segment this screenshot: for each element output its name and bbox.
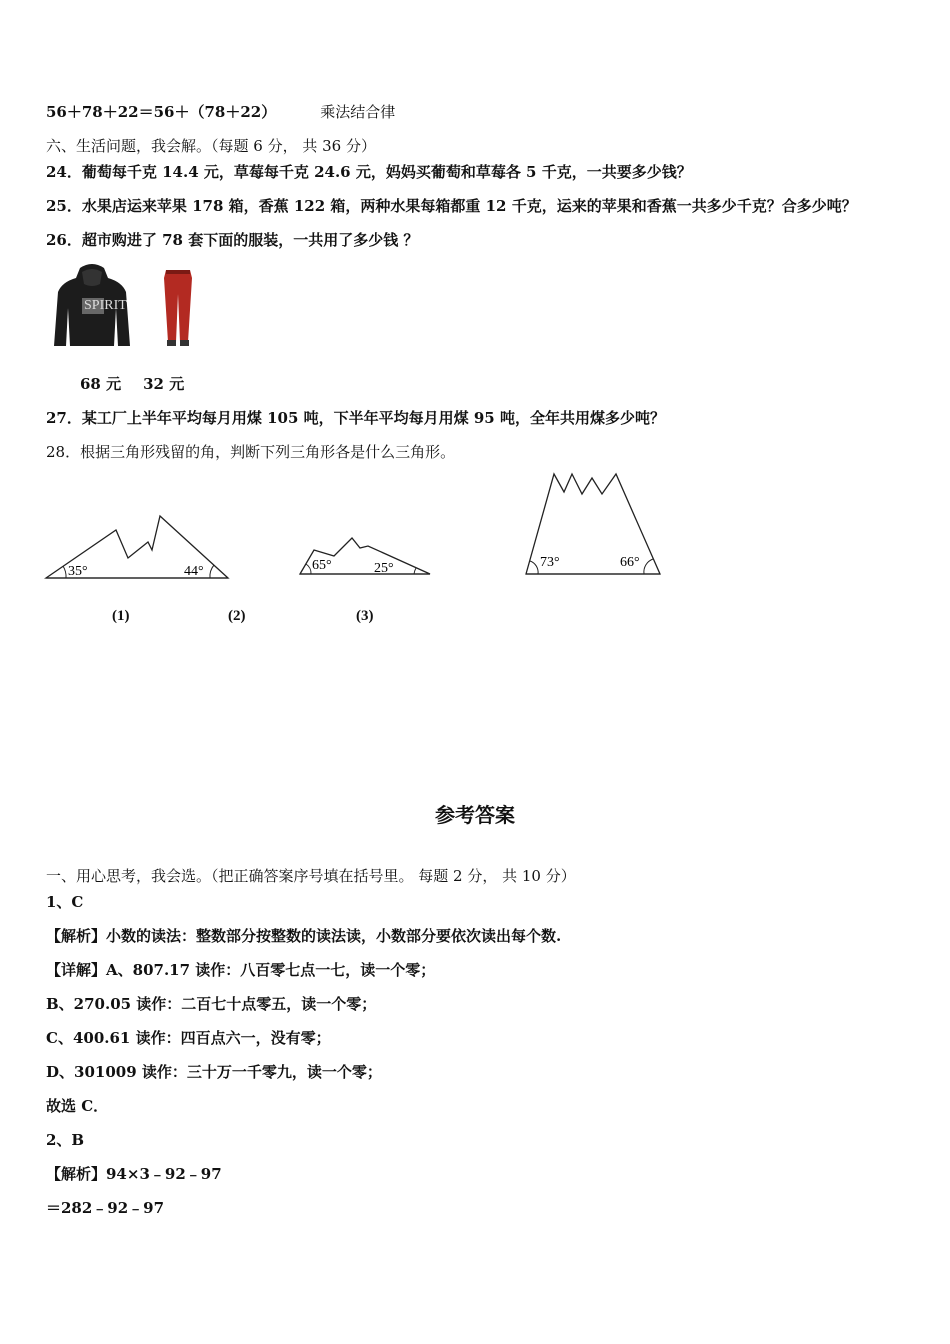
triangle-1-left-angle: 35° xyxy=(68,564,88,579)
answers-section-1-heading: 一、用心思考，我会选。（把正确答案序号填在括号里。 每题 2 分， 共 10 分） xyxy=(46,867,576,885)
answers-title: 参考答案 xyxy=(435,803,515,827)
hoodie-image xyxy=(52,262,132,350)
svg-text:SPIRIT: SPIRIT xyxy=(84,298,127,313)
answer-1: 1、C xyxy=(46,893,84,911)
figure-label-1: (1) xyxy=(112,608,130,624)
question-26: 26．超市购进了 78 套下面的服装，一共用了多少钱 ？ xyxy=(46,231,419,249)
answer-2: 2、B xyxy=(46,1131,85,1149)
law-line xyxy=(46,102,395,122)
law-name: 乘法结合律 xyxy=(320,103,396,121)
triangle-2-left-angle: 65° xyxy=(312,558,332,573)
pants-price: 32 元 xyxy=(143,375,185,393)
answer-2-step: ＝282﹣92﹣97 xyxy=(46,1199,165,1217)
question-27: 27．某工厂上半年平均每月用煤 105 吨，下半年平均每月用煤 95 吨，全年共用煤多少吨？ xyxy=(46,409,665,427)
figure-label-2: (2) xyxy=(228,608,246,624)
answer-1-analysis: 【解析】小数的读法：整数部分按整数的读法读，小数部分要依次读出每个数. xyxy=(46,927,562,945)
question-24: 24．葡萄每千克 14.4 元，草莓每千克 24.6 元，妈妈买葡萄和草莓各 5 千克，一共要多少钱？ xyxy=(46,163,692,181)
triangle-1 xyxy=(44,508,230,584)
triangle-3-left-angle: 73° xyxy=(540,555,560,570)
answer-1-option-c: C、400.61 读作：四百点六一，没有零； xyxy=(46,1029,331,1047)
triangle-3 xyxy=(524,470,664,580)
law-expression: 56＋78＋22＝56＋（78＋22） xyxy=(46,103,277,121)
answer-1-option-d: D、301009 读作：三十万一千零九，读一个零； xyxy=(46,1063,382,1081)
answer-2-analysis: 【解析】94×3﹣92﹣97 xyxy=(46,1165,222,1183)
price-row xyxy=(80,374,184,394)
pants-image xyxy=(158,268,198,348)
triangle-1-right-angle-text: 44° xyxy=(184,564,204,579)
figure-label-3: (3) xyxy=(356,608,374,624)
triangle-3-right-angle: 66° xyxy=(620,555,640,570)
answer-1-option-b: B、270.05 读作：二百七十点零五，读一个零； xyxy=(46,995,377,1013)
triangle-2 xyxy=(298,532,432,580)
answer-1-detail: 【详解】A、807.17 读作：八百零七点一七，读一个零； xyxy=(46,961,436,979)
section-6-heading: 六、生活问题，我会解。（每题 6 分， 共 36 分） xyxy=(46,137,376,155)
question-25: 25．水果店运来苹果 178 箱，香蕉 122 箱，两种水果每箱都重 12 千克，运来的苹果和香蕉一共多少千克？合多少吨？ xyxy=(46,197,857,215)
hoodie-price: 68 元 xyxy=(80,375,122,393)
answer-1-conclusion: 故选 C． xyxy=(46,1097,109,1115)
question-28: 28．根据三角形残留的角，判断下列三角形各是什么三角形。 xyxy=(46,443,456,461)
triangle-2-right-angle: 25° xyxy=(374,561,394,576)
